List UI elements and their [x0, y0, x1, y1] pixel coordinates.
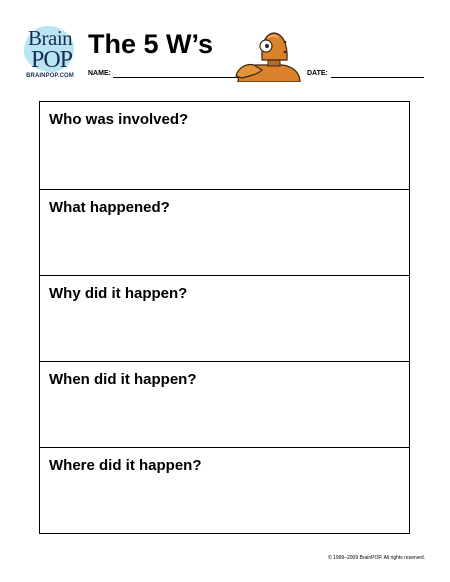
name-label: NAME: [88, 70, 111, 77]
question-label: Who was involved? [49, 111, 189, 128]
robot-mascot-icon [232, 30, 304, 82]
brainpop-logo [22, 26, 76, 82]
date-field-line[interactable] [331, 77, 424, 78]
answer-box-when[interactable] [40, 361, 409, 447]
page-title: The 5 W’s [88, 29, 214, 59]
logo-url: BRAINPOP.COM [26, 73, 74, 79]
question-label: Why did it happen? [49, 285, 188, 302]
questions-grid [39, 101, 410, 534]
question-label: Where did it happen? [49, 457, 202, 474]
date-label: DATE: [307, 70, 328, 77]
answer-box-where[interactable] [40, 447, 409, 533]
question-label: What happened? [49, 199, 170, 216]
answer-box-who[interactable] [40, 102, 409, 189]
robot-neck [268, 60, 280, 66]
answer-box-what[interactable] [40, 189, 409, 275]
logo-pop-text: POP [31, 47, 73, 73]
logo-brain-text: Brain [28, 26, 73, 50]
answer-box-why[interactable] [40, 275, 409, 361]
question-label: When did it happen? [49, 371, 197, 388]
name-field-line[interactable] [113, 77, 238, 78]
copyright-notice: © 1999–2009 BrainPOP. All rights reserved. [328, 555, 425, 561]
